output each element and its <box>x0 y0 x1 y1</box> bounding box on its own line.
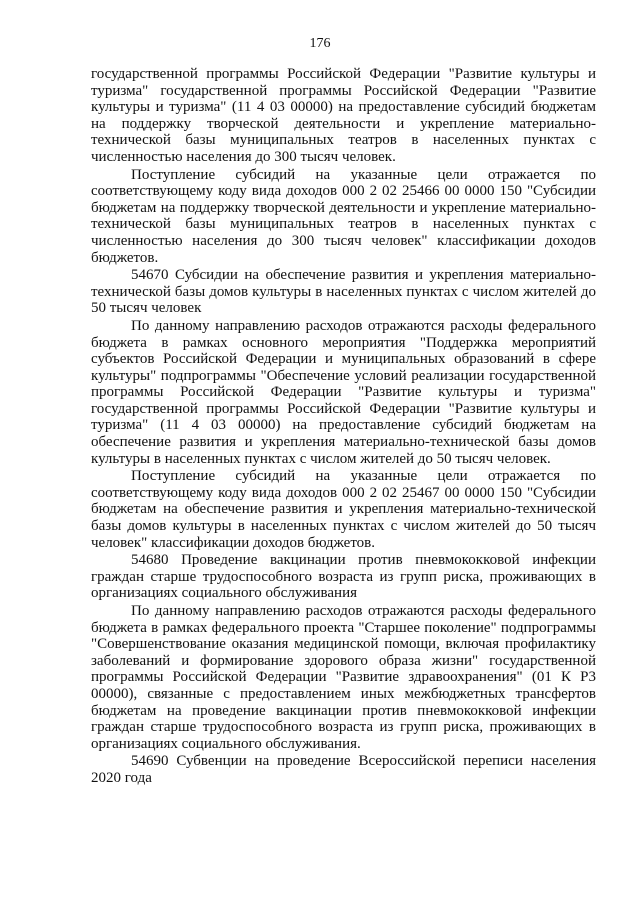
paragraph-continuation: государственной программы Российской Федерации "Развитие культуры и туризма" государственной программы Российской Федерации "Развитие культуры и туризма" (11 4 03 00000) на предоставление субсидий бюджетам на поддержку творческой деятельности и укрепление материально-технической базы муниципальных театров в населенных пунктах с численностью населения до 300 тысяч человек. <box>91 66 596 165</box>
section-heading-54690: 54690 Субвенции на проведение Всероссийской переписи населения 2020 года <box>91 753 596 786</box>
section-heading-54680: 54680 Проведение вакцинации против пневмококковой инфекции граждан старше трудоспособного возраста из групп риска, проживающих в организациях социального обслуживания <box>91 552 596 602</box>
paragraph-expense-description-54670: По данному направлению расходов отражаются расходы федерального бюджета в рамках основного мероприятия "Поддержка мероприятий субъектов Российской Федерации и муниципальных образований в сфере культуры" подпрограммы "Обеспечение условий реализации государственной программы Российской Федерации "Развитие культуры и туризма" государственной программы Российской Федерации "Развитие культуры и туризма" (11 4 03 00000) на предоставление субсидий бюджетам на обеспечение развития и укрепления материально-технической базы домов культуры в населенных пунктах с числом жителей до 50 тысяч человек. <box>91 317 596 467</box>
paragraph-subsidy-receipt-25467: Поступление субсидий на указанные цели отражается по соответствующему коду вида доходов 000 2 02 25467 00 0000 150 "Субсидии бюджетам на обеспечение развития и укрепления материально-технической базы домов культуры в населенных пунктах с числом жителей до 50 тысяч человек" классификации доходов бюджетов. <box>91 468 596 551</box>
paragraph-expense-description-54680: По данному направлению расходов отражаются расходы федерального бюджета в рамках федерального проекта "Старшее поколение" подпрограммы "Совершенствование оказания медицинской помощи, включая профилактику заболеваний и формирование здорового образа жизни" государственной программы Российской Федерации "Развитие здравоохранения" (01 К Р3 00000), связанные с предоставлением иных межбюджетных трансфертов бюджетам на проведение вакцинации против пневмококковой инфекции граждан старше трудоспособного возраста из групп риска, проживающих в организациях социального обслуживания. <box>91 603 596 752</box>
page-number: 176 <box>309 36 331 51</box>
paragraph-subsidy-receipt-25466: Поступление субсидий на указанные цели отражается по соответствующему коду вида доходов 000 2 02 25466 00 0000 150 "Субсидии бюджетам на поддержку творческой деятельности и укрепление материально-технической базы муниципальных театров в населенных пунктах с численностью населения до 300 тысяч человек" классификации доходов бюджетов. <box>91 166 596 266</box>
document-body <box>91 66 596 787</box>
section-heading-54670: 54670 Субсидии на обеспечение развития и укрепления материально-технической базы домов культуры в населенных пунктах с числом жителей до 50 тысяч человек <box>91 267 596 317</box>
